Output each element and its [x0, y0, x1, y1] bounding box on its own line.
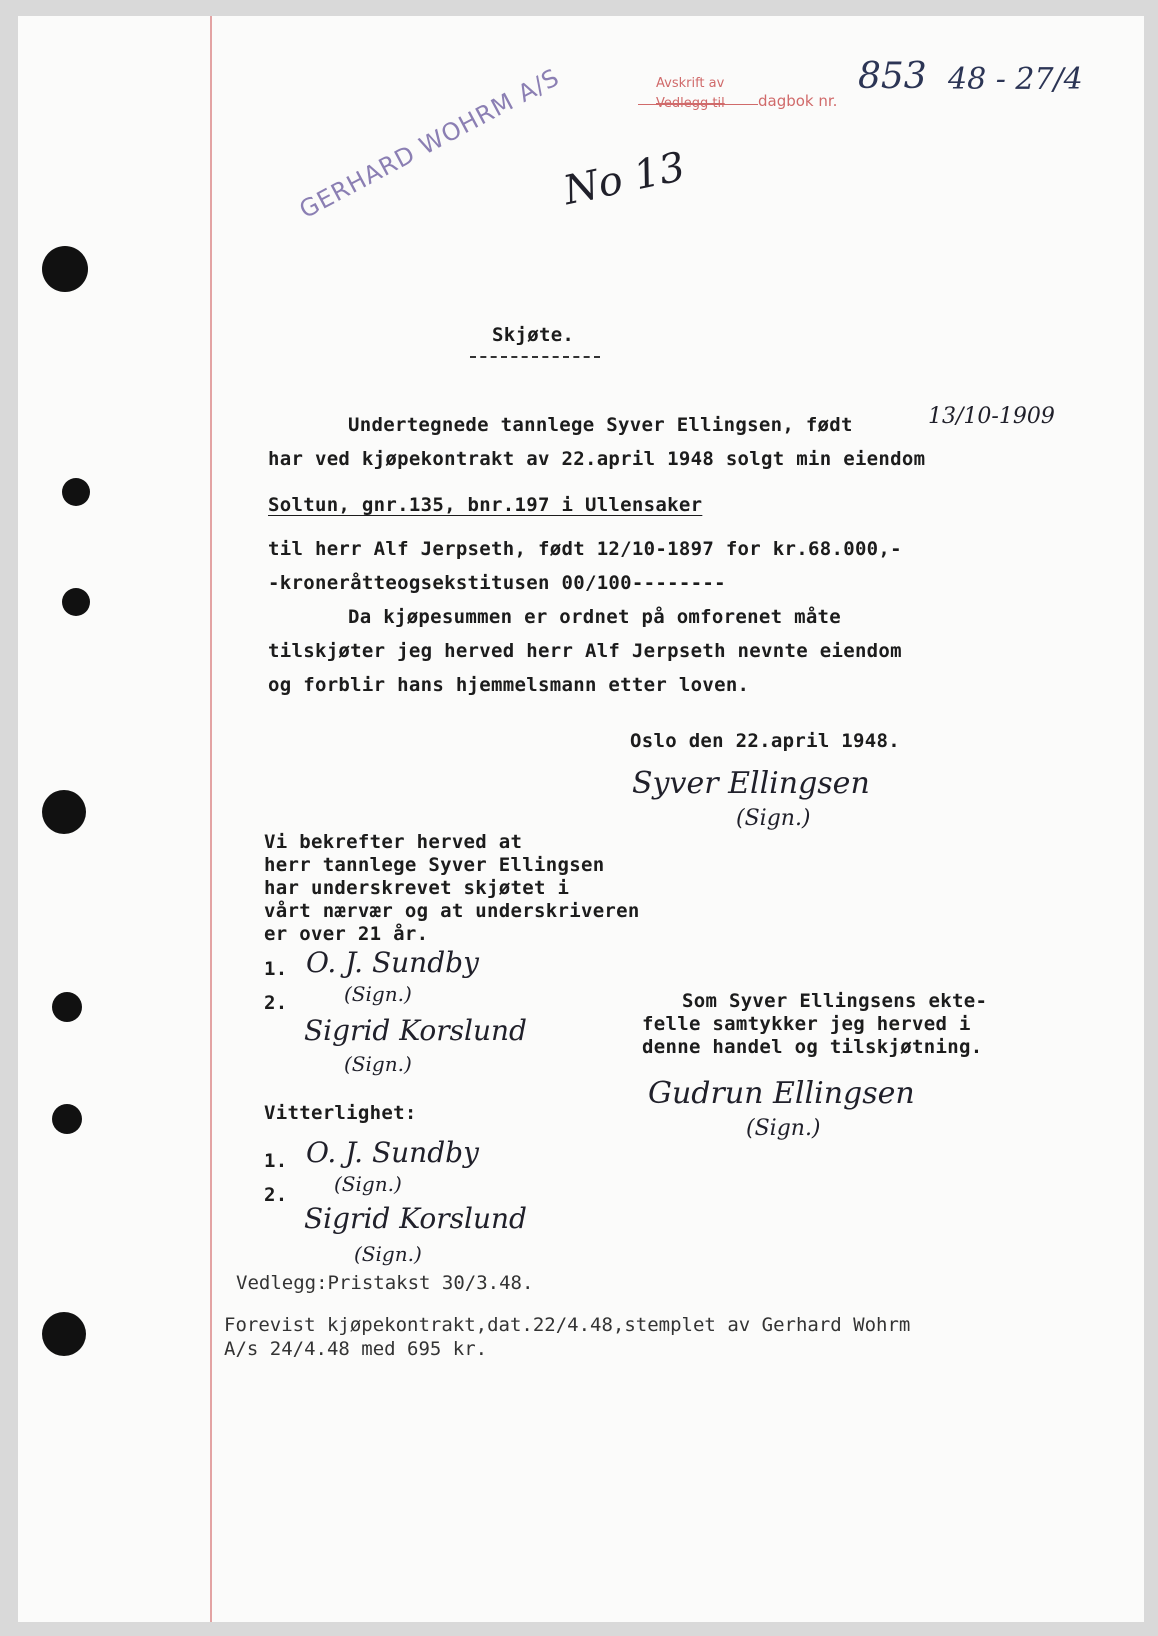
- attachment-note: Vedlegg:Pristakst 30/3.48.: [236, 1272, 534, 1294]
- body-line-6: Da kjøpesummen er ordnet på omforenet måte: [348, 606, 842, 628]
- punch-hole: [52, 992, 82, 1022]
- birth-date-handwritten: 13/10-1909: [928, 404, 1055, 429]
- header-rule: [638, 104, 758, 105]
- body-line-5: -kroneråtteogsekstitusen 00/100--------: [268, 572, 726, 594]
- spouse-signature: Gudrun Ellingsen: [648, 1076, 915, 1111]
- punch-hole: [42, 246, 88, 292]
- footer-line-1: Forevist kjøpekontrakt,dat.22/4.48,stemplet av Gerhard Wohrm: [224, 1314, 911, 1336]
- confirmation-line-4: vårt nærvær og at underskriveren: [264, 900, 640, 922]
- punch-hole: [42, 790, 86, 834]
- vitterlighet-number-1: 1.: [264, 1150, 288, 1172]
- confirmation-line-3: har underskrevet skjøtet i: [264, 877, 570, 899]
- title-underline: [470, 356, 600, 358]
- confirmation-number-2: 2.: [264, 992, 288, 1014]
- red-margin-line: [210, 16, 212, 1622]
- spouse-line-3: denne handel og tilskjøtning.: [642, 1036, 983, 1058]
- body-line-2: har ved kjøpekontrakt av 22.april 1948 solgt min eiendom: [268, 448, 926, 470]
- document-number: No 13: [559, 143, 690, 215]
- seller-signature: Syver Ellingsen: [632, 766, 870, 801]
- body-line-4: til herr Alf Jerpseth, født 12/10-1897 for kr.68.000,-: [268, 538, 902, 560]
- confirmation-sign-note-1: (Sign.): [344, 982, 412, 1006]
- vitterlighet-witness-2: Sigrid Korslund: [304, 1202, 527, 1235]
- spouse-line-2: felle samtykker jeg herved i: [642, 1013, 971, 1035]
- confirmation-line-2: herr tannlege Syver Ellingsen: [264, 854, 605, 876]
- body-line-7: tilskjøter jeg herved herr Alf Jerpseth nevnte eiendom: [268, 640, 902, 662]
- seller-sign-note: (Sign.): [736, 806, 811, 831]
- vitterlighet-sign-note-1: (Sign.): [334, 1172, 402, 1196]
- spouse-sign-note: (Sign.): [746, 1116, 821, 1141]
- body-line-8: og forblir hans hjemmelsmann etter loven.: [268, 674, 750, 696]
- confirmation-witness-2: Sigrid Korslund: [304, 1014, 527, 1047]
- punch-hole: [52, 1104, 82, 1134]
- punch-hole: [42, 1312, 86, 1356]
- company-stamp: GERHARD WOHRM A/S: [294, 63, 565, 225]
- punch-hole: [62, 478, 90, 506]
- header-vedlegg-label: Vedlegg til: [656, 96, 725, 111]
- place-date: Oslo den 22.april 1948.: [630, 730, 900, 752]
- confirmation-line-5: er over 21 år.: [264, 923, 429, 945]
- document-page: [18, 16, 1144, 1622]
- confirmation-line-1: Vi bekrefter herved at: [264, 831, 523, 853]
- dagbok-number: 853: [858, 56, 927, 97]
- footer-line-2: A/s 24/4.48 med 695 kr.: [224, 1338, 488, 1360]
- vitterlighet-sign-note-2: (Sign.): [354, 1242, 422, 1266]
- vitterlighet-heading: Vitterlighet:: [264, 1102, 417, 1124]
- spouse-line-1: Som Syver Ellingsens ekte-: [682, 990, 988, 1012]
- body-line-3: Soltun, gnr.135, bnr.197 i Ullensaker: [268, 494, 703, 516]
- document-title: Skjøte.: [492, 324, 575, 346]
- dagbok-year-date: 48 - 27/4: [948, 62, 1083, 97]
- confirmation-number-1: 1.: [264, 958, 288, 980]
- vitterlighet-number-2: 2.: [264, 1184, 288, 1206]
- header-avskrift-label: Avskrift av: [656, 76, 725, 91]
- punch-hole: [62, 588, 90, 616]
- confirmation-witness-1: O. J. Sundby: [306, 946, 479, 979]
- confirmation-sign-note-2: (Sign.): [344, 1052, 412, 1076]
- vitterlighet-witness-1: O. J. Sundby: [306, 1136, 479, 1169]
- header-dagbok-label: dagbok nr.: [758, 92, 838, 110]
- body-line-1: Undertegnede tannlege Syver Ellingsen, født: [348, 414, 853, 436]
